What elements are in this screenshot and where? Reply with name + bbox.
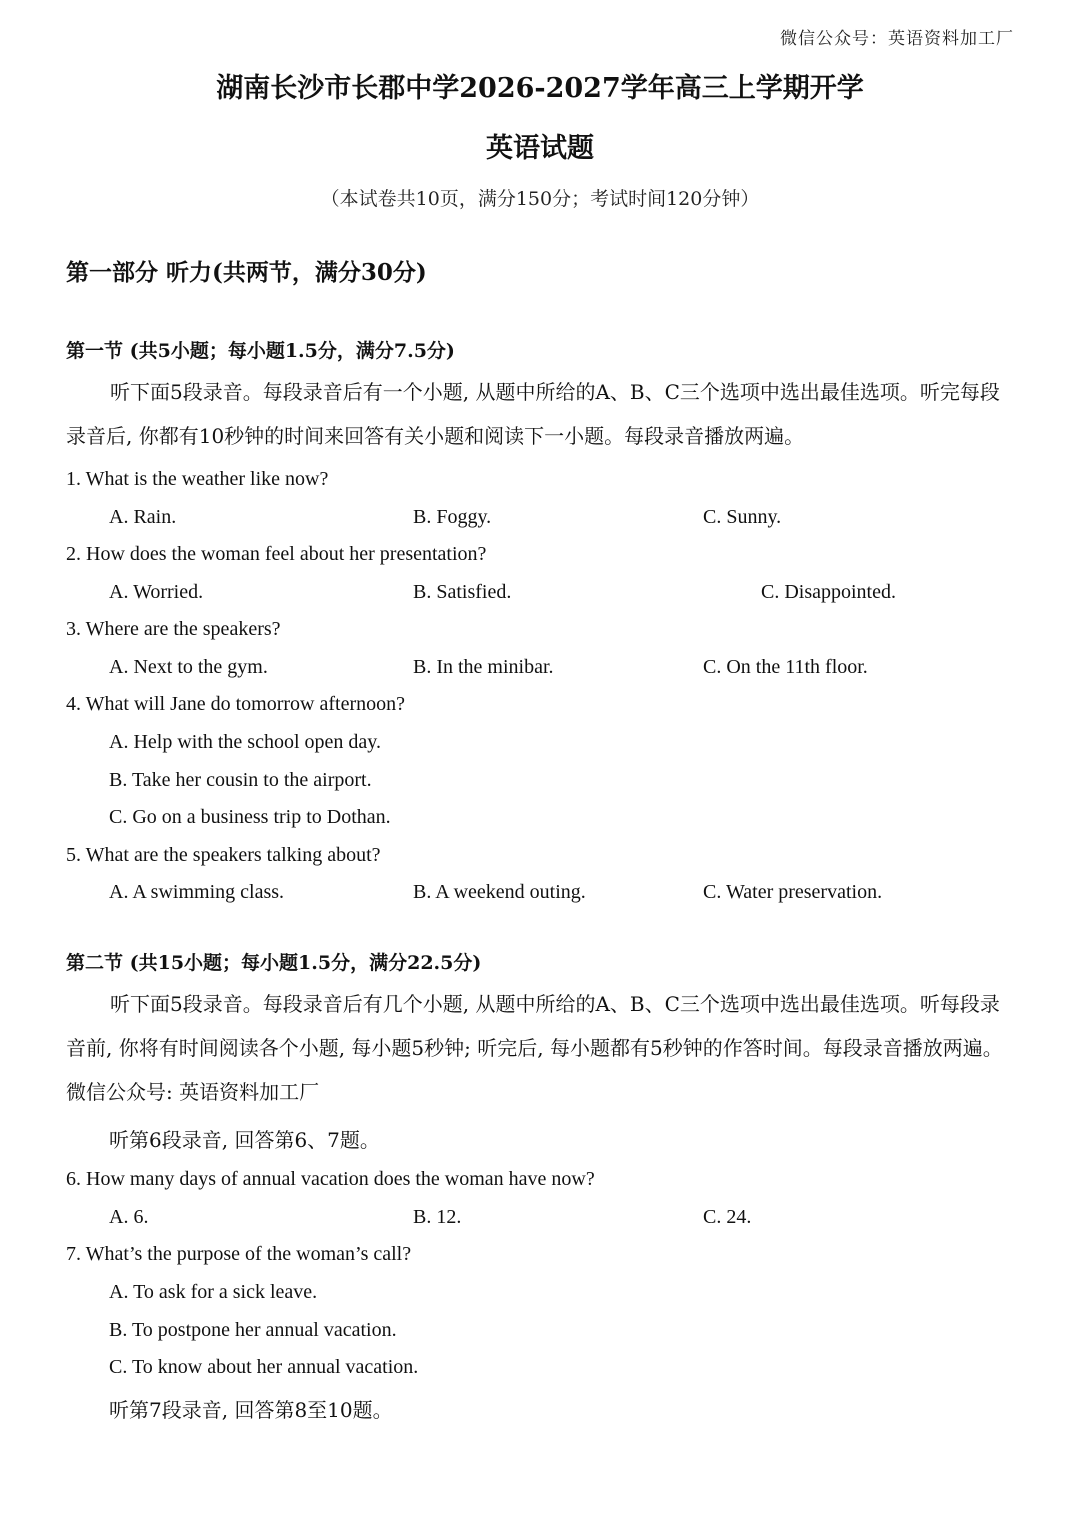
exam-subject: 英语试题: [486, 133, 594, 164]
listen-7-note: 听第7段录音, 回答第8至10题。: [109, 1398, 393, 1422]
q7-option-a: A. To ask for a sick leave.: [109, 1281, 318, 1303]
q4-option-b: B. Take her cousin to the airport.: [109, 769, 372, 791]
q5-option-a: A. A swimming class.: [109, 881, 285, 903]
q6-option-a: A. 6.: [109, 1206, 149, 1228]
q7-option-b: B. To postpone her annual vacation.: [109, 1319, 397, 1341]
q1-option-b: B. Foggy.: [413, 506, 492, 528]
part1-heading: 第一部分 听力(共两节，满分30分): [66, 259, 427, 286]
q5-option-c: C. Water preservation.: [703, 881, 883, 903]
q1-option-a: A. Rain.: [109, 506, 177, 528]
section1-instructions: 听下面5段录音。每段录音后有一个小题, 从题中所给的A、B、C三个选项中选出最佳选项。听完每段录音后, 你都有10秒钟的时间来回答有关小题和阅读下一小题。每段录音播放两遍。: [66, 380, 1000, 448]
q6-option-b: B. 12.: [413, 1206, 462, 1228]
q3-option-b: B. In the minibar.: [413, 656, 554, 678]
q1-option-c: C. Sunny.: [703, 506, 782, 528]
question-3: 3. Where are the speakers?: [66, 618, 281, 640]
q5-option-b: B. A weekend outing.: [413, 881, 586, 903]
q3-option-a: A. Next to the gym.: [109, 656, 268, 678]
q2-option-a: A. Worried.: [109, 581, 204, 603]
q7-option-c: C. To know about her annual vacation.: [109, 1356, 419, 1378]
q4-option-c: C. Go on a business trip to Dothan.: [109, 806, 391, 828]
q2-option-c: C. Disappointed.: [761, 581, 896, 603]
question-5: 5. What are the speakers talking about?: [66, 844, 381, 866]
exam-note: （本试卷共10页，满分150分；考试时间120分钟）: [320, 188, 760, 210]
section1-heading: 第一节 (共5小题；每小题1.5分，满分7.5分): [66, 340, 455, 362]
q2-option-b: B. Satisfied.: [413, 581, 512, 603]
section2-instructions: 听下面5段录音。每段录音后有几个小题, 从题中所给的A、B、C三个选项中选出最佳选项。听每段录音前, 你将有时间阅读各个小题, 每小题5秒钟; 听完后, 每小题都有5秒钟的作答时间。每段录音播放两遍。微信公众号: 英语资料加工厂: [66, 992, 1003, 1104]
question-4: 4. What will Jane do tomorrow afternoon?: [66, 693, 405, 715]
listen-6-note: 听第6段录音, 回答第6、7题。: [109, 1128, 380, 1152]
q3-option-c: C. On the 11th floor.: [703, 656, 868, 678]
question-7: 7. What’s the purpose of the woman’s call?: [66, 1243, 412, 1265]
question-2: 2. How does the woman feel about her presentation?: [66, 543, 487, 565]
watermark: 微信公众号：英语资料加工厂: [780, 29, 1014, 49]
question-6: 6. How many days of annual vacation does the woman have now?: [66, 1168, 595, 1190]
question-1: 1. What is the weather like now?: [66, 468, 329, 490]
q4-option-a: A. Help with the school open day.: [109, 731, 381, 753]
section2-heading: 第二节 (共15小题；每小题1.5分，满分22.5分): [66, 952, 482, 974]
exam-title: 湖南长沙市长郡中学2026-2027学年高三上学期开学: [216, 73, 864, 104]
q6-option-c: C. 24.: [703, 1206, 752, 1228]
